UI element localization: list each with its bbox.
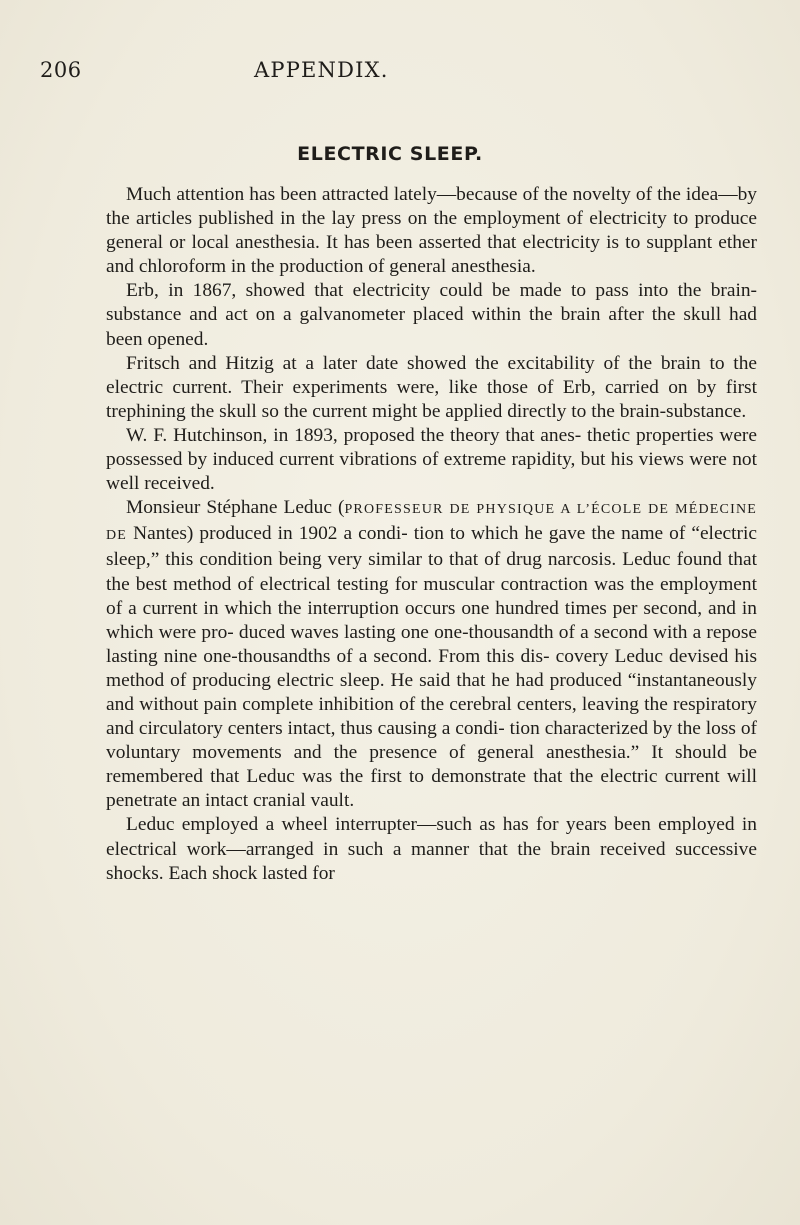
leduc-affiliation: PROFESSEUR DE PHYSIQUE A L’ÉCOLE DE MÉDECINE DE bbox=[106, 502, 758, 544]
page-header bbox=[40, 58, 520, 92]
running-head: APPENDIX. bbox=[254, 58, 389, 82]
body-text bbox=[106, 183, 757, 886]
paragraph-fritsch-hitzig: Fritsch and Hitzig at a later date showed the excitability of the brain to the electric current. Their experiments were, like those of Erb, carried on by first trephining the skull so the current might be applied directly to the brain-substance. bbox=[106, 352, 757, 422]
page-number: 206 bbox=[40, 58, 82, 82]
paragraph-leduc bbox=[106, 496, 757, 813]
section-title: ELECTRIC SLEEP. bbox=[297, 143, 483, 165]
paragraph-hutchinson: W. F. Hutchinson, in 1893, proposed the theory that anes- thetic properties were possessed by induced current vibrations of extreme rapidity, but his views were not well received. bbox=[106, 424, 757, 495]
paragraph-erb: Erb, in 1867, showed that electricity could be made to pass into the brain-substance and act on a galvanometer placed within the brain after the skull had been opened. bbox=[106, 280, 757, 350]
paragraph-wheel-interrupter: Leduc employed a wheel interrupter—such as has for years been employed in electrical work—arranged in such a manner that the brain received successive shocks. Each shock lasted for bbox=[106, 814, 757, 884]
leduc-intro: Monsieur Stéphane Leduc ( bbox=[126, 497, 345, 519]
leduc-body: Nantes) produced in 1902 a condi- tion to which he gave the name of “electric sleep,” this condition being very similar to that of drug narcosis. Leduc found that the best method of electrical testing for muscular contraction was the employment of a current in which the interruption occurs one hundred times per second, and in which were pro- duced waves lasting one one-thousandth of a second with a repose lasting nine one-thousandths of a second. From this dis- covery Leduc devised his method of producing electric sleep. He said that he had produced “instantaneously and without pain complete inhibition of the cerebral centers, leaving the respiratory and circulatory centers intact, thus causing a condi- tion characterized by the loss of voluntary movements and the presence of general anesthesia.” It should be remembered that Leduc was the first to demonstrate that the electric current will penetrate an intact cranial vault. bbox=[106, 523, 757, 812]
paragraph-attention: Much attention has been attracted lately—because of the novelty of the idea—by the articles published in the lay press on the employment of electricity to produce general or local anesthesia. It has been asserted that electricity is to supplant ether and chloroform in the production of general anesthesia. bbox=[106, 184, 757, 278]
